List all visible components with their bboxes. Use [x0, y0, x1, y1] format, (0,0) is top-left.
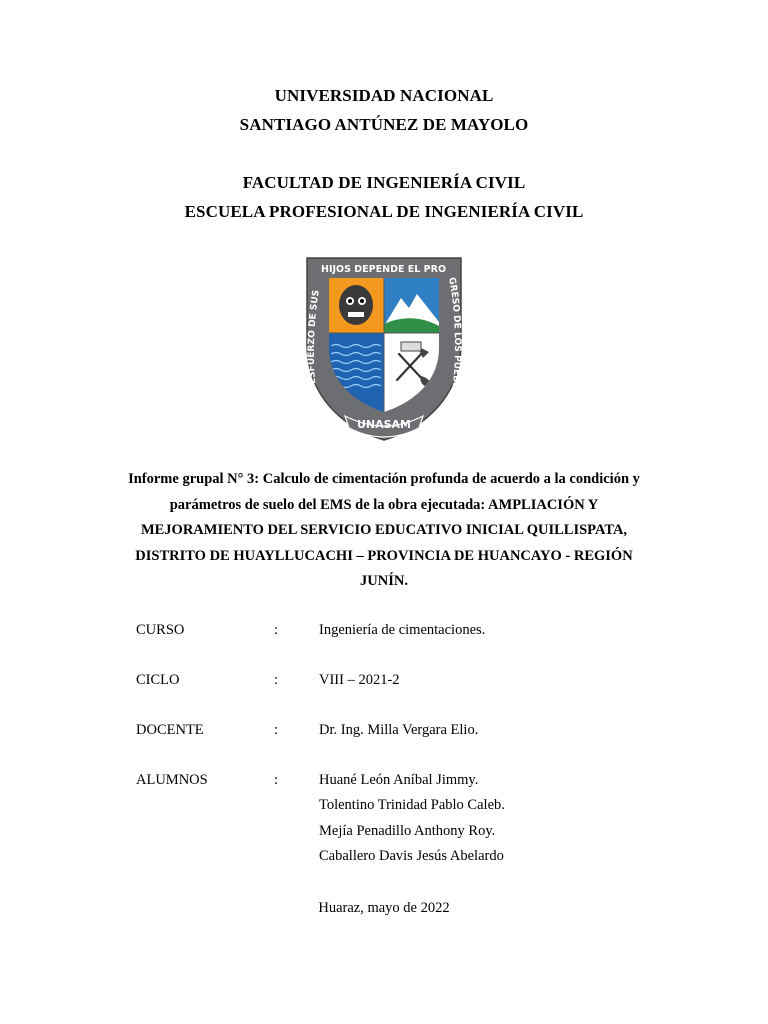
- teacher-label: DOCENTE: [136, 722, 204, 738]
- teacher-row: [0, 722, 768, 742]
- svg-text:HIJOS DEPENDE EL PRO: [321, 264, 446, 275]
- report-title-line3: MEJORAMIENTO DEL SERVICIO EDUCATIVO INICIAL QUILLISPATA,: [140, 522, 628, 538]
- university-crest-logo: [305, 256, 463, 442]
- faculty-name: FACULTAD DE INGENIERÍA CIVIL: [242, 173, 526, 192]
- crest-banner-text: UNASAM: [356, 418, 412, 431]
- cycle-value: VIII – 2021-2: [319, 672, 400, 688]
- report-title-line5: JUNÍN.: [360, 573, 408, 589]
- report-title-line2: parámetros de suelo del EMS de la obra ejecutada: AMPLIACIÓN Y: [169, 496, 599, 513]
- course-colon: :: [274, 622, 279, 638]
- crest-motto-top: HIJOS DEPENDE EL PRO: [321, 264, 447, 275]
- cycle-label: CICLO: [136, 672, 180, 688]
- students-colon: :: [274, 772, 279, 788]
- place-and-date: Huaraz, mayo de 2022: [318, 900, 450, 916]
- crest-motto-left: DEL ESFUERZO DE SUS: [306, 289, 322, 408]
- university-name-line1: UNIVERSIDAD NACIONAL: [274, 86, 494, 105]
- course-value: Ingeniería de cimentaciones.: [319, 622, 486, 638]
- course-label: CURSO: [136, 622, 185, 638]
- report-title: [100, 467, 668, 595]
- course-row: [0, 622, 768, 642]
- cycle-colon: :: [274, 672, 279, 688]
- teacher-colon: :: [274, 722, 279, 738]
- crest-motto-right: GRESO DE LOS PUEBLOS: [446, 276, 463, 403]
- teacher-value: Dr. Ing. Milla Vergara Elio.: [319, 722, 479, 738]
- student-name: Tolentino Trinidad Pablo Caleb.: [319, 797, 505, 813]
- student-name: Huané León Aníbal Jimmy.: [319, 772, 479, 788]
- students-label: ALUMNOS: [136, 772, 208, 788]
- report-title-line1: Informe grupal N° 3: Calculo de cimentación profunda de acuerdo a la condición y: [128, 471, 640, 487]
- student-name: Caballero Davis Jesús Abelardo: [319, 848, 504, 864]
- school-name: ESCUELA PROFESIONAL DE INGENIERÍA CIVIL: [184, 202, 584, 221]
- student-name: Mejía Penadillo Anthony Roy.: [319, 823, 496, 839]
- university-name-line2: SANTIAGO ANTÚNEZ DE MAYOLO: [239, 115, 529, 134]
- cycle-row: [0, 672, 768, 692]
- report-title-line4: DISTRITO DE HUAYLLUCACHI – PROVINCIA DE HUANCAYO - REGIÓN: [135, 547, 633, 564]
